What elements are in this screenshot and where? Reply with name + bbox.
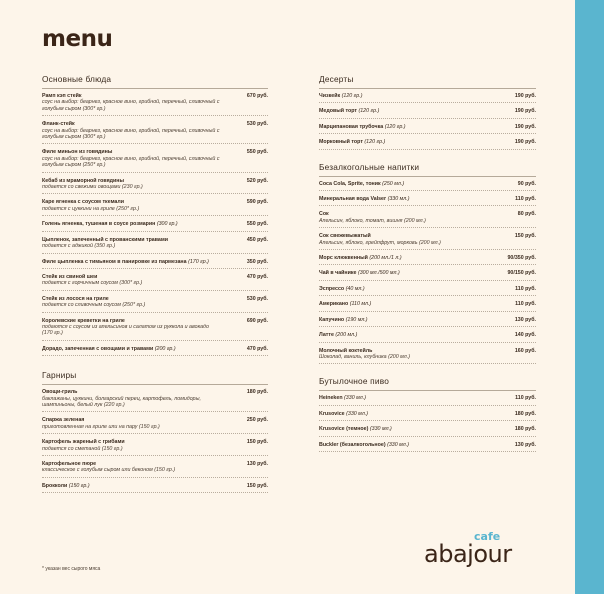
item-weight: (40 мл.)	[345, 285, 365, 292]
item-price: 670 руб.	[246, 93, 268, 99]
item-price: 550 руб.	[246, 221, 268, 228]
item-name: Кебаб из мраморной говядины	[42, 177, 125, 184]
item-divider	[319, 436, 536, 437]
menu-item	[319, 442, 536, 451]
item-divider	[42, 312, 268, 313]
menu-item	[42, 439, 268, 455]
item-name: Латте	[319, 332, 334, 339]
item-divider	[42, 492, 268, 493]
item-description: подается с аджикой (350 гр.)	[42, 243, 116, 250]
menu-item	[319, 270, 536, 279]
item-weight: (190 мл.)	[345, 316, 368, 323]
item-price: 130 руб.	[514, 316, 536, 323]
item-weight: (120 гр.)	[384, 123, 406, 130]
item-name: Марципановая трубочка	[319, 123, 384, 130]
item-divider	[319, 205, 536, 206]
item-price: 110 руб.	[515, 301, 536, 308]
item-weight: (330 мл.)	[344, 395, 366, 402]
item-name: Buckler (безалкогольное)	[319, 441, 386, 448]
menu-item	[319, 139, 536, 148]
item-name: Krusovice (темное)	[319, 426, 369, 433]
item-divider	[42, 193, 268, 194]
item-divider	[319, 133, 536, 134]
menu-item	[319, 317, 536, 326]
menu-item	[319, 233, 536, 249]
item-weight: (170 гр.)	[188, 258, 209, 265]
item-price: 690 руб.	[246, 317, 268, 324]
item-price: 530 руб.	[246, 295, 268, 302]
item-price: 190 руб.	[514, 93, 536, 99]
item-divider	[319, 264, 536, 265]
logo-cafe-text: cafe	[474, 530, 501, 543]
item-price: 530 руб.	[246, 121, 268, 128]
item-name: Медовый торт	[319, 108, 357, 115]
item-divider	[42, 172, 268, 173]
menu-item	[319, 411, 536, 420]
item-price: 90/350 руб.	[507, 255, 536, 262]
item-description: подается с горчичным соусом (300* гр.)	[42, 280, 143, 287]
item-divider	[42, 477, 268, 478]
item-name: Американо	[319, 301, 349, 308]
item-name: Сок	[319, 211, 329, 218]
item-description: приготовленная на гриле или на пару (150 гр.)	[42, 423, 160, 430]
item-price: 250 руб.	[246, 417, 268, 424]
item-name: Цыпленок, запеченный с прованскими травами	[42, 236, 169, 243]
item-divider	[319, 420, 536, 421]
item-price: 470 руб.	[246, 273, 268, 280]
item-description: классическое с голубым сыром или беконом (150 гр.)	[42, 467, 176, 474]
item-name: Heineken	[319, 395, 343, 402]
item-name: Филе цыпленка с тимьяном в панировке из пармезана	[42, 258, 187, 265]
item-name: Королевские креветки на гриле	[42, 317, 125, 324]
item-divider	[42, 433, 268, 434]
item-weight: (330 мл.)	[369, 426, 392, 433]
item-price: 160 руб.	[514, 347, 536, 354]
item-price: 590 руб.	[246, 199, 268, 206]
item-weight: (110 мл.)	[349, 301, 372, 308]
item-price: 190 руб.	[514, 108, 536, 115]
page-title: menu	[42, 26, 113, 52]
menu-item	[42, 318, 268, 340]
menu-section	[319, 162, 536, 365]
menu-item	[42, 346, 268, 355]
menu-section	[42, 74, 268, 356]
menu-item	[319, 93, 536, 102]
menu-item	[319, 395, 536, 404]
item-name: Филе миньон из говядины	[42, 149, 113, 156]
menu-section	[319, 74, 536, 150]
menu-section	[42, 370, 268, 493]
menu-item	[319, 196, 536, 205]
section-title: Безалкогольные напитки	[319, 162, 536, 177]
item-divider	[42, 340, 268, 341]
menu-item	[42, 149, 268, 171]
item-description: соус на выбор: беарнез, красное вино, грибной, перечный, сливочный с голубым сыром (250* гр.)	[42, 155, 220, 169]
item-name: Сок свежевыжатый	[319, 233, 371, 240]
menu-item	[319, 301, 536, 310]
item-price: 180 руб.	[514, 410, 536, 417]
menu-item	[42, 221, 268, 230]
right-column	[319, 74, 536, 452]
item-name: Картофельное пюре	[42, 461, 97, 467]
item-name: Морс клюквенный	[319, 255, 368, 262]
item-name: Krusovice	[319, 410, 345, 417]
item-description: подается с цуккини на гриле (250* гр.)	[42, 205, 140, 212]
item-weight: (120 гр.)	[364, 139, 386, 146]
item-price: 450 руб.	[246, 236, 268, 243]
item-price: 190 руб.	[514, 139, 536, 146]
item-price: 130 руб.	[246, 461, 268, 467]
menu-item	[319, 286, 536, 295]
menu-item	[319, 348, 536, 364]
item-name: Стейк из свиной шеи	[42, 273, 98, 280]
item-description: баклажаны, цуккини, болгарский перец, картофель, помидоры, шампиньоны, белый лук (220 гр.)	[42, 395, 201, 408]
item-divider	[42, 253, 268, 254]
item-name: Брокколи	[42, 482, 68, 489]
item-name: Рамп кэп стейк	[42, 93, 82, 99]
menu-item	[319, 426, 536, 435]
item-divider	[319, 326, 536, 327]
menu-item	[319, 181, 536, 190]
item-name: Coca Cola, Sprite, тоник	[319, 180, 381, 187]
menu-item	[42, 178, 268, 194]
item-divider	[42, 355, 268, 356]
item-price: 110 руб.	[515, 395, 536, 402]
item-weight: (330 мл.)	[346, 410, 369, 417]
item-description: Апельсин, яблоко, томат, вишня (200 мл.)	[319, 217, 426, 224]
item-weight: (150 гр.)	[68, 482, 90, 489]
item-name: Чай в чайнике	[319, 270, 357, 277]
accent-stripe	[575, 0, 604, 594]
item-weight: (300 мл./500 мл.)	[357, 270, 400, 277]
item-weight: (250 мл.)	[382, 180, 405, 187]
section-title: Десерты	[319, 74, 536, 89]
menu-item	[319, 108, 536, 117]
item-price: 90/150 руб.	[507, 270, 536, 277]
menu-item	[42, 259, 268, 268]
item-price: 90 руб.	[517, 180, 536, 187]
item-weight: (120 гр.)	[358, 108, 380, 115]
section-title: Бутылочное пиво	[319, 376, 536, 391]
item-weight: (330 мл.)	[387, 441, 410, 448]
item-price: 80 руб.	[517, 211, 536, 218]
menu-item	[319, 211, 536, 227]
item-divider	[319, 295, 536, 296]
item-divider	[42, 455, 268, 456]
item-name: Молочный коктейль	[319, 347, 373, 354]
item-description: Шоколад, ваниль, клубника (200 мл.)	[319, 353, 411, 360]
item-price: 550 руб.	[246, 149, 268, 156]
item-divider	[319, 311, 536, 312]
left-column	[42, 74, 268, 493]
item-divider	[319, 102, 536, 103]
menu-item	[42, 274, 268, 290]
item-price: 190 руб.	[514, 123, 536, 130]
item-divider	[319, 405, 536, 406]
item-description: подается со сметаной (150 гр.)	[42, 445, 123, 452]
item-divider	[42, 411, 268, 412]
item-divider	[42, 268, 268, 269]
item-price: 130 руб.	[514, 441, 536, 448]
item-weight: (330 мл.)	[387, 196, 410, 203]
logo-brand-text: abajour	[424, 540, 512, 568]
item-divider	[42, 143, 268, 144]
item-name: Спаржа зеленая	[42, 417, 85, 424]
item-weight: (300 гр.)	[156, 221, 178, 228]
menu-item	[42, 121, 268, 143]
item-weight: (200 мл./1 л.)	[369, 255, 402, 262]
item-description: подаются с соусом из апельсинов и салатом из руккола и авокадо (170 гр.)	[42, 323, 209, 337]
item-name: Минеральная вода Valser	[319, 196, 387, 203]
item-price: 110 руб.	[515, 196, 536, 203]
menu-item	[42, 417, 268, 433]
item-divider	[319, 249, 536, 250]
menu-item	[319, 255, 536, 264]
menu-item	[319, 124, 536, 133]
item-price: 180 руб.	[246, 389, 268, 396]
item-price: 150 руб.	[514, 233, 536, 240]
menu-item	[42, 461, 268, 477]
item-name: Каре ягненка с соусом ткемали	[42, 199, 124, 206]
item-name: Овощи-гриль	[42, 389, 78, 396]
item-price: 150 руб.	[246, 439, 268, 446]
item-name: Морковный торт	[319, 139, 363, 146]
item-description: соус на выбор: беарнез, красное вино, грибной, перечный, сливочный с голубым сыром (300* гр.)	[42, 99, 220, 112]
menu-item	[42, 389, 268, 411]
item-divider	[319, 118, 536, 119]
item-name: Капучино	[319, 316, 345, 323]
item-divider	[319, 342, 536, 343]
item-divider	[319, 190, 536, 191]
item-description: подается со сливочным соусом (250* гр.)	[42, 302, 146, 309]
item-description: подается со свежими овощами (230 гр.)	[42, 184, 143, 191]
item-price: 110 руб.	[515, 285, 536, 292]
footnote: * указан вес сырого мяса	[42, 566, 101, 572]
menu-section	[319, 376, 536, 452]
item-divider	[319, 280, 536, 281]
item-name: Дорадо, запеченная с овощами и травами	[42, 345, 154, 352]
item-price: 180 руб.	[514, 426, 536, 433]
section-title: Основные блюда	[42, 74, 268, 89]
item-divider	[319, 363, 536, 364]
item-divider	[42, 231, 268, 232]
item-divider	[319, 227, 536, 228]
item-name: Чизкейк	[319, 93, 341, 99]
item-price: 470 руб.	[246, 345, 268, 352]
menu-item	[42, 483, 268, 492]
menu-item	[42, 296, 268, 312]
item-name: Картофель жареный с грибами	[42, 439, 125, 446]
item-divider	[319, 149, 536, 150]
item-divider	[42, 290, 268, 291]
cafe-logo	[424, 530, 544, 580]
section-title: Гарниры	[42, 370, 268, 385]
menu-item	[42, 93, 268, 115]
item-weight: (200 мл.)	[335, 332, 358, 339]
menu-item	[42, 199, 268, 215]
item-name: Эспрессо	[319, 285, 345, 292]
item-divider	[42, 115, 268, 116]
item-name: Фланк-стейк	[42, 121, 75, 128]
menu-item	[42, 237, 268, 253]
item-name: Стейк из лосося на гриле	[42, 295, 109, 302]
item-divider	[319, 451, 536, 452]
item-description: Апельсин, яблоко, грейпфрут, морковь (200 мл.)	[319, 239, 441, 246]
item-divider	[42, 215, 268, 216]
item-price: 520 руб.	[246, 177, 268, 184]
item-price: 350 руб.	[246, 258, 268, 265]
item-weight: (200 гр.)	[154, 345, 176, 352]
item-price: 140 руб.	[514, 332, 536, 339]
item-price: 150 руб.	[246, 482, 268, 489]
item-weight: (120 гр.)	[341, 93, 363, 99]
item-name: Голень ягненка, тушеная в соусе розмарин	[42, 221, 156, 228]
menu-item	[319, 332, 536, 341]
item-description: соус на выбор: беарнез, красное вино, грибной, перечный, сливочный с голубым сыром (300* гр.)	[42, 127, 220, 141]
